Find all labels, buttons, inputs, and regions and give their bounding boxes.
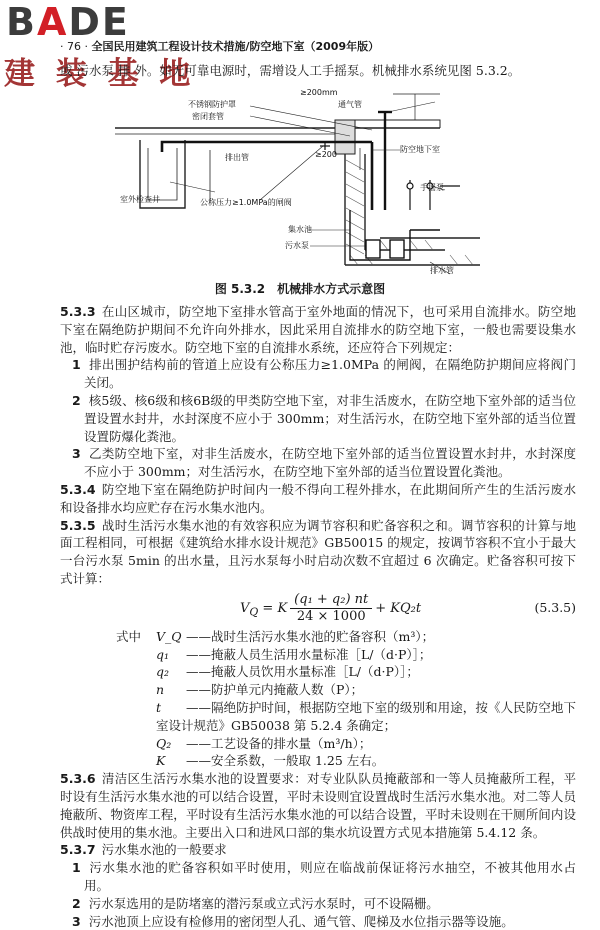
def-text: ——安全系数，一般取 1.25 左右。	[186, 753, 384, 768]
label-vent-pipe: 通气管	[338, 100, 362, 110]
item-number: 1	[72, 860, 81, 875]
item-number: 1	[72, 357, 81, 372]
label-shelter: 防空地下室	[400, 145, 440, 155]
formula-eq: = K	[262, 601, 287, 616]
def-symbol: Q₂	[156, 735, 186, 753]
item-text: 污水泵选用的是防堵塞的潜污泵或立式污水泵时，可不设隔栅。	[89, 896, 439, 911]
def-symbol: t	[156, 699, 186, 717]
section-text: 清洁区生活污水集水池的设置要求：对专业队队员掩蔽部和一等人员掩蔽所工程，平时设有生活污水集水池的可以结合设置，平时未设则宜设置战时生活污水集水池。对二等人员掩蔽所、物资库工程，平时设有生活污水集水池的可以结合设置，平时未设则在干厕所间内设供战时使用的集水池。主要出入口和进风口部的集水坑设置方式见本措施第 5.4.12 条。	[60, 771, 576, 839]
def-text: ——战时生活污水集水池的贮备容积（m³）；	[186, 629, 434, 644]
definition-row	[60, 699, 576, 735]
label-sealing-sleeve: 密闭套管	[192, 112, 224, 122]
list-item	[60, 895, 576, 913]
label-drain-pipe: 排水管	[430, 266, 454, 276]
fraction-numerator: (q₁ + q₂) nt	[290, 592, 372, 609]
def-symbol: K	[156, 752, 186, 770]
def-text: ——隔绝防护时间，根据防空地下室的级别和用途，按《人民防空地下室设计规范》GB50038 第 5.2.4 条确定；	[156, 700, 576, 733]
def-text: ——掩蔽人员生活用水量标准［L/（d·P）］；	[186, 647, 431, 662]
list-item	[60, 859, 576, 895]
section-5-3-5	[60, 517, 576, 588]
section-number: 5.3.4	[60, 482, 96, 497]
section-text: 在山区城市，防空地下室排水管高于室外地面的情况下，也可采用自流排水。防空地下室在隔绝防护期间不允许向外排水，因此采用自流排水的防空地下室，一般也需要设集水池，临时贮存污废水。防空地下室的自流排水系统，还应符合下列规定：	[60, 304, 576, 355]
def-text: ——工艺设备的排水量（m³/h）；	[186, 736, 371, 751]
section-text: 战时生活污水集水池的有效容积应为调节容积和贮备容积之和。调节容积的计算与地面工程相同，可根据《建筑给水排水设计规范》GB50015 的规定，按调节容积不宜小于最大一台污水泵 5min 的出水量，且污水泵每小时启动次数不宜超过 6 次确定。贮备容积可按下式计算：	[60, 518, 576, 586]
def-symbol: n	[156, 681, 186, 699]
item-text: 排出围护结构前的管道上应设有公称压力≥1.0MPa 的闸阀，在隔绝防护期间应将阀门关闭。	[84, 357, 576, 390]
header-title: 全国民用建筑工程设计技术措施/防空地下室（2009年版）	[91, 40, 379, 53]
defs-lead: 式中	[116, 628, 156, 646]
def-text: ——掩蔽人员饮用水量标准［L/（d·P）］；	[186, 664, 419, 679]
section-5-3-7	[60, 841, 576, 859]
figure-caption: 图 5.3.2 机械排水方式示意图	[0, 282, 600, 296]
item-text: 污水池顶上应设有检修用的密闭型人孔、通气管、爬梯及水位指示器等设施。	[89, 914, 514, 929]
label-left-200: ≥200	[315, 150, 337, 160]
definition-row	[60, 752, 576, 770]
item-number: 2	[72, 896, 81, 911]
formula-fraction	[290, 592, 372, 625]
figure-drainage-diagram	[110, 90, 490, 285]
definition-row	[60, 628, 576, 646]
item-number: 3	[72, 914, 81, 929]
formula-definitions	[60, 628, 576, 770]
definition-row	[60, 681, 576, 699]
definition-row	[60, 735, 576, 753]
label-hand-pump: 手摇泵	[420, 183, 444, 193]
item-number: 2	[72, 393, 81, 408]
label-stainless-guard: 不锈钢防护罩	[188, 100, 236, 110]
label-sewage-pump: 污水泵	[285, 241, 309, 251]
list-item	[60, 913, 576, 930]
running-header	[60, 40, 580, 54]
label-discharge-pipe: 排出管	[225, 153, 249, 163]
formula-lhs: V	[240, 601, 249, 616]
continued-paragraph: 或 污水泵 排 外。如无可靠电源时，需增设人工手摇泵。机械排水系统见图 5.3.2。	[60, 63, 580, 79]
watermark-subtitle: 建 装 基 地	[4, 56, 195, 92]
formula-5-3-5	[60, 590, 576, 626]
section-text: 防空地下室在隔绝防护时间内一般不得向工程外排水，在此期间所产生的生活污废水和设备排水均应贮存在污水集水池内。	[60, 482, 576, 515]
section-5-3-6	[60, 770, 576, 841]
item-text: 污水集水池的贮备容积如平时使用，则应在临战前保证将污水抽空，不被其他用水占用。	[84, 860, 576, 893]
formula-number: (5.3.5)	[534, 599, 576, 617]
section-5-3-3	[60, 303, 576, 356]
list-item	[60, 392, 576, 445]
list-item	[60, 445, 576, 481]
section-number: 5.3.6	[60, 771, 96, 786]
section-text: 污水集水池的一般要求	[102, 842, 227, 857]
formula-tail: + KQ₂t	[375, 601, 421, 616]
formula-lhs-sub: Q	[249, 605, 258, 618]
body-text	[60, 303, 576, 930]
section-number: 5.3.5	[60, 518, 96, 533]
item-number: 3	[72, 446, 81, 461]
definition-row	[60, 663, 576, 681]
label-inspection-well: 室外检查井	[120, 195, 160, 205]
definition-row	[60, 646, 576, 664]
def-symbol: q₂	[156, 663, 186, 681]
page-number: · 76 ·	[60, 40, 88, 53]
def-symbol: V_Q	[156, 628, 186, 646]
label-sump: 集水池	[288, 225, 312, 235]
list-item	[60, 356, 576, 392]
label-gate-valve: 公称压力≥1.0MPa的闸阀	[200, 198, 292, 208]
watermark-logo: BADE	[6, 2, 130, 42]
section-number: 5.3.7	[60, 842, 96, 857]
formula-body	[240, 592, 421, 625]
section-5-3-4	[60, 481, 576, 517]
section-number: 5.3.3	[60, 304, 96, 319]
def-symbol: q₁	[156, 646, 186, 664]
label-above-200: ≥200mm	[300, 88, 338, 98]
item-text: 核5级、核6级和核6B级的甲类防空地下室，对非生活废水，在防空地下室外部的适当位置设置水封井，水封深度不应小于 300mm；对生活污水，在防空地下室外部的适当位置设置防爆化粪池。	[84, 393, 576, 444]
fraction-denominator: 24 × 1000	[290, 609, 372, 625]
def-text: ——防护单元内掩蔽人数（P）；	[186, 682, 363, 697]
item-text: 乙类防空地下室，对非生活废水，在防空地下室外部的适当位置设置水封井，水封深度不应小于 300mm；对生活污水，在防空地下室外部的适当位置设置化粪池。	[84, 446, 576, 479]
